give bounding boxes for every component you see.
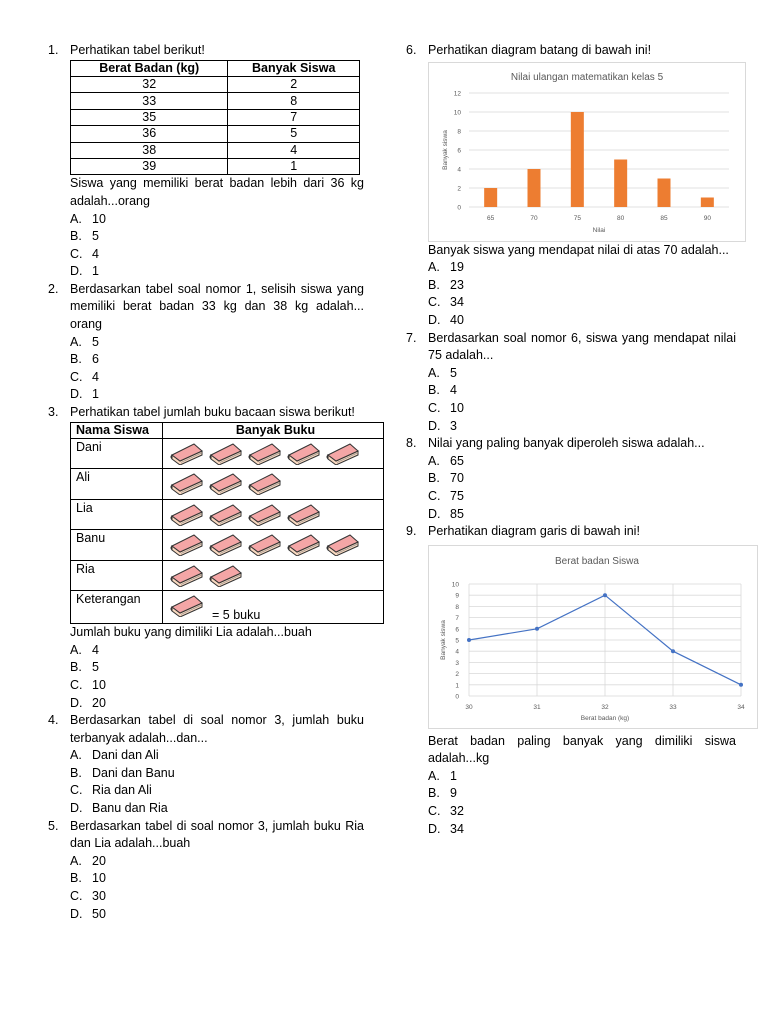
book-icons — [163, 469, 384, 500]
table-header: Banyak Buku — [163, 422, 384, 438]
table-row — [71, 499, 384, 530]
option-item[interactable]: C. 32 — [428, 804, 464, 819]
bar — [614, 159, 627, 207]
option-item[interactable]: B. 10 — [70, 871, 106, 886]
x-tick-label: 65 — [487, 214, 495, 222]
options-list — [406, 453, 736, 523]
option-item[interactable]: B. 5 — [70, 229, 99, 244]
option-item[interactable]: D. 40 — [428, 312, 464, 327]
question-3 — [48, 404, 364, 422]
option-item[interactable]: B. 6 — [70, 352, 99, 367]
book-icon — [247, 502, 283, 526]
option-item[interactable]: B. 23 — [428, 277, 464, 292]
book-icon — [325, 532, 361, 556]
option-item[interactable]: D. 50 — [70, 906, 106, 921]
table-cell: 5 — [228, 126, 360, 142]
options-list — [48, 642, 364, 712]
question-text: Perhatikan tabel berikut! — [70, 43, 205, 57]
options-list — [406, 768, 736, 838]
option-item[interactable]: C. 4 — [70, 369, 99, 384]
table-cell: 33 — [71, 93, 228, 109]
table-row — [71, 438, 384, 469]
option-item[interactable]: A. 19 — [428, 260, 464, 275]
y-tick-label: 8 — [455, 603, 459, 611]
y-tick-label: 10 — [451, 581, 459, 589]
book-icon — [286, 502, 322, 526]
data-point — [671, 649, 675, 653]
option-item[interactable]: C. 10 — [70, 677, 106, 692]
table-header: Banyak Siswa — [228, 60, 360, 76]
student-name: Banu — [71, 530, 163, 561]
table-row — [71, 93, 360, 109]
book-icon — [208, 441, 244, 465]
book-icon — [247, 471, 283, 495]
question-4 — [48, 712, 364, 747]
y-tick-label: 5 — [455, 637, 459, 645]
option-item[interactable]: C. 10 — [428, 400, 464, 415]
y-tick-label: 9 — [455, 592, 459, 600]
option-item[interactable]: C. 4 — [70, 246, 99, 261]
book-icon — [286, 532, 322, 556]
question-prompt: Jumlah buku yang dimiliki Lia adalah...buah — [70, 625, 312, 640]
y-tick-label: 0 — [457, 204, 461, 212]
x-tick-label: 75 — [573, 214, 581, 222]
options-list — [406, 259, 736, 329]
y-tick-label: 3 — [455, 659, 459, 667]
question-number: 6. — [406, 43, 417, 57]
question-5 — [48, 818, 364, 853]
y-tick-label: 6 — [457, 147, 461, 155]
question-text: Perhatikan diagram garis di bawah ini! — [428, 524, 640, 539]
book-icon — [325, 441, 361, 465]
option-item[interactable]: C. 30 — [70, 889, 106, 904]
options-list — [48, 747, 364, 817]
option-item[interactable]: B. 5 — [70, 660, 99, 675]
option-item[interactable]: A. 4 — [70, 642, 99, 657]
student-name: Dani — [71, 438, 163, 469]
options-list — [48, 334, 364, 404]
x-tick-label: 34 — [737, 703, 745, 711]
question-text: Perhatikan diagram batang di bawah ini! — [428, 43, 652, 57]
x-tick-label: 32 — [601, 703, 609, 711]
question-2 — [48, 281, 364, 334]
y-tick-label: 8 — [457, 128, 461, 136]
book-icon — [208, 532, 244, 556]
table-cell: 39 — [71, 158, 228, 174]
question-prompt: Banyak siswa yang mendapat nilai di atas 70 adalah... — [428, 242, 729, 257]
data-point — [603, 593, 607, 597]
option-item[interactable]: D. Banu dan Ria — [70, 801, 168, 816]
x-tick-label: 30 — [465, 703, 473, 711]
x-tick-label: 90 — [703, 214, 711, 222]
option-item[interactable]: A. 65 — [428, 453, 464, 468]
bar-chart-svg — [429, 63, 745, 241]
bar — [528, 169, 541, 207]
book-icon — [208, 563, 244, 587]
table-row — [71, 109, 360, 125]
option-item[interactable]: D. 1 — [70, 387, 99, 402]
x-tick-label: 33 — [669, 703, 677, 711]
legend-value: = 5 buku — [212, 608, 261, 623]
x-tick-label: 31 — [533, 703, 541, 711]
student-name: Ali — [71, 469, 163, 500]
question-prompt: Siswa yang memiliki berat badan lebih dari 36 kg adalah...orang — [70, 176, 364, 208]
table-row — [71, 560, 384, 591]
legend-cell — [163, 591, 384, 624]
question-text: Berdasarkan tabel soal nomor 1, selisih siswa yang memiliki berat badan 33 kg dan 38 kg adalah... orang — [70, 281, 364, 332]
y-tick-label: 0 — [455, 693, 459, 701]
option-item[interactable]: B. 4 — [428, 383, 457, 398]
x-axis-label: Nilai — [592, 226, 606, 234]
y-tick-label: 4 — [457, 166, 461, 174]
line-chart-svg — [429, 546, 757, 728]
bar-chart — [428, 62, 746, 242]
table-cell: 8 — [228, 93, 360, 109]
question-text: Berdasarkan soal nomor 6, siswa yang mendapat nilai 75 adalah... — [428, 330, 736, 363]
question-number: 5. — [48, 818, 59, 833]
x-tick-label: 70 — [530, 214, 538, 222]
data-point — [467, 638, 471, 642]
y-tick-label: 6 — [455, 625, 459, 633]
table-cell: 2 — [228, 76, 360, 92]
question-text: Berdasarkan tabel di soal nomor 3, jumlah buku Ria dan Lia adalah...buah — [70, 818, 364, 851]
table-cell: 7 — [228, 109, 360, 125]
option-item[interactable]: D. 1 — [70, 264, 99, 279]
student-name: Lia — [71, 499, 163, 530]
book-icons — [163, 530, 384, 561]
option-item[interactable]: D. 85 — [428, 506, 464, 521]
y-axis-label: Banyak siswa — [440, 619, 447, 660]
y-tick-label: 4 — [455, 648, 459, 656]
bar — [658, 178, 671, 207]
book-icon — [247, 532, 283, 556]
question-8 — [406, 435, 736, 453]
x-axis-label: Berat badan (kg) — [580, 714, 630, 722]
options-list — [48, 853, 364, 923]
y-tick-label: 1 — [455, 681, 459, 689]
option-item[interactable]: A. Dani dan Ali — [70, 748, 159, 763]
question-text: Perhatikan tabel jumlah buku bacaan siswa berikut! — [70, 405, 355, 420]
table-row — [71, 469, 384, 500]
option-item[interactable]: B. Dani dan Banu — [70, 765, 175, 780]
book-icon — [208, 471, 244, 495]
y-tick-label: 10 — [453, 109, 461, 117]
book-icon — [169, 441, 205, 465]
right-column — [406, 42, 745, 838]
option-item[interactable]: C. 34 — [428, 295, 464, 310]
left-column — [48, 42, 364, 923]
question-text: Nilai yang paling banyak diperoleh siswa adalah... — [428, 436, 705, 451]
question-number: 7. — [406, 330, 417, 345]
chart-title: Nilai ulangan matematikan kelas 5 — [510, 71, 664, 83]
bar — [571, 112, 584, 207]
table-row — [71, 591, 384, 624]
question-prompt: Berat badan paling banyak yang dimiliki siswa adalah...kg — [428, 733, 736, 766]
y-tick-label: 7 — [455, 614, 459, 622]
data-point — [535, 626, 539, 630]
table-cell: 38 — [71, 142, 228, 158]
question-number: 1. — [48, 43, 59, 57]
y-tick-label: 2 — [455, 670, 459, 678]
question-number: 3. — [48, 405, 59, 420]
book-icon — [169, 593, 205, 617]
option-item[interactable]: B. 9 — [428, 786, 457, 801]
options-list — [406, 365, 736, 435]
book-icon — [169, 471, 205, 495]
data-point — [739, 682, 743, 686]
question-number: 9. — [406, 524, 417, 539]
table-cell: 32 — [71, 76, 228, 92]
student-name: Ria — [71, 560, 163, 591]
y-tick-label: 2 — [457, 185, 461, 193]
question-7 — [406, 330, 736, 365]
table-cell: 4 — [228, 142, 360, 158]
option-item[interactable]: A. 10 — [70, 211, 106, 226]
book-icon — [247, 441, 283, 465]
table-row — [71, 530, 384, 561]
question-number: 2. — [48, 281, 59, 296]
bar — [484, 188, 497, 207]
option-item[interactable]: B. 70 — [428, 471, 464, 486]
question-1 — [48, 42, 364, 60]
bar — [701, 197, 714, 207]
option-item[interactable]: D. 20 — [70, 695, 106, 710]
y-axis-label: Banyak siswa — [442, 129, 449, 170]
table-cell: 36 — [71, 126, 228, 142]
book-icon — [169, 563, 205, 587]
book-icon — [169, 532, 205, 556]
table-row — [71, 142, 360, 158]
option-item[interactable]: C. Ria dan Ali — [70, 783, 152, 798]
line-chart — [428, 545, 758, 729]
book-icons — [163, 499, 384, 530]
weight-table — [70, 60, 360, 176]
question-6 — [406, 42, 736, 60]
question-text: Berdasarkan tabel di soal nomor 3, jumlah buku terbanyak adalah...dan... — [70, 713, 364, 745]
table-row — [71, 76, 360, 92]
legend-label: Keterangan — [71, 591, 163, 624]
option-item[interactable]: A. 5 — [70, 334, 99, 349]
question-number: 8. — [406, 436, 417, 451]
table-cell: 1 — [228, 158, 360, 174]
table-row — [71, 158, 360, 174]
book-pictogram-table — [70, 422, 384, 625]
option-item[interactable]: D. 34 — [428, 821, 464, 836]
table-header: Nama Siswa — [71, 422, 163, 438]
chart-title: Berat badan Siswa — [555, 555, 639, 567]
option-item[interactable]: A. 5 — [428, 365, 457, 380]
question-number: 4. — [48, 713, 59, 728]
x-tick-label: 80 — [617, 214, 625, 222]
book-icon — [286, 441, 322, 465]
book-icons — [163, 560, 384, 591]
option-item[interactable]: A. 1 — [428, 768, 457, 783]
book-icons — [163, 438, 384, 469]
book-icon — [208, 502, 244, 526]
option-item[interactable]: A. 20 — [70, 853, 106, 868]
book-icon — [169, 502, 205, 526]
x-tick-label: 85 — [660, 214, 668, 222]
table-cell: 35 — [71, 109, 228, 125]
table-row — [71, 126, 360, 142]
options-list — [48, 211, 364, 281]
table-header: Berat Badan (kg) — [71, 60, 228, 76]
y-tick-label: 12 — [453, 90, 461, 98]
option-item[interactable]: D. 3 — [428, 418, 457, 433]
option-item[interactable]: C. 75 — [428, 488, 464, 503]
question-9 — [406, 523, 736, 541]
